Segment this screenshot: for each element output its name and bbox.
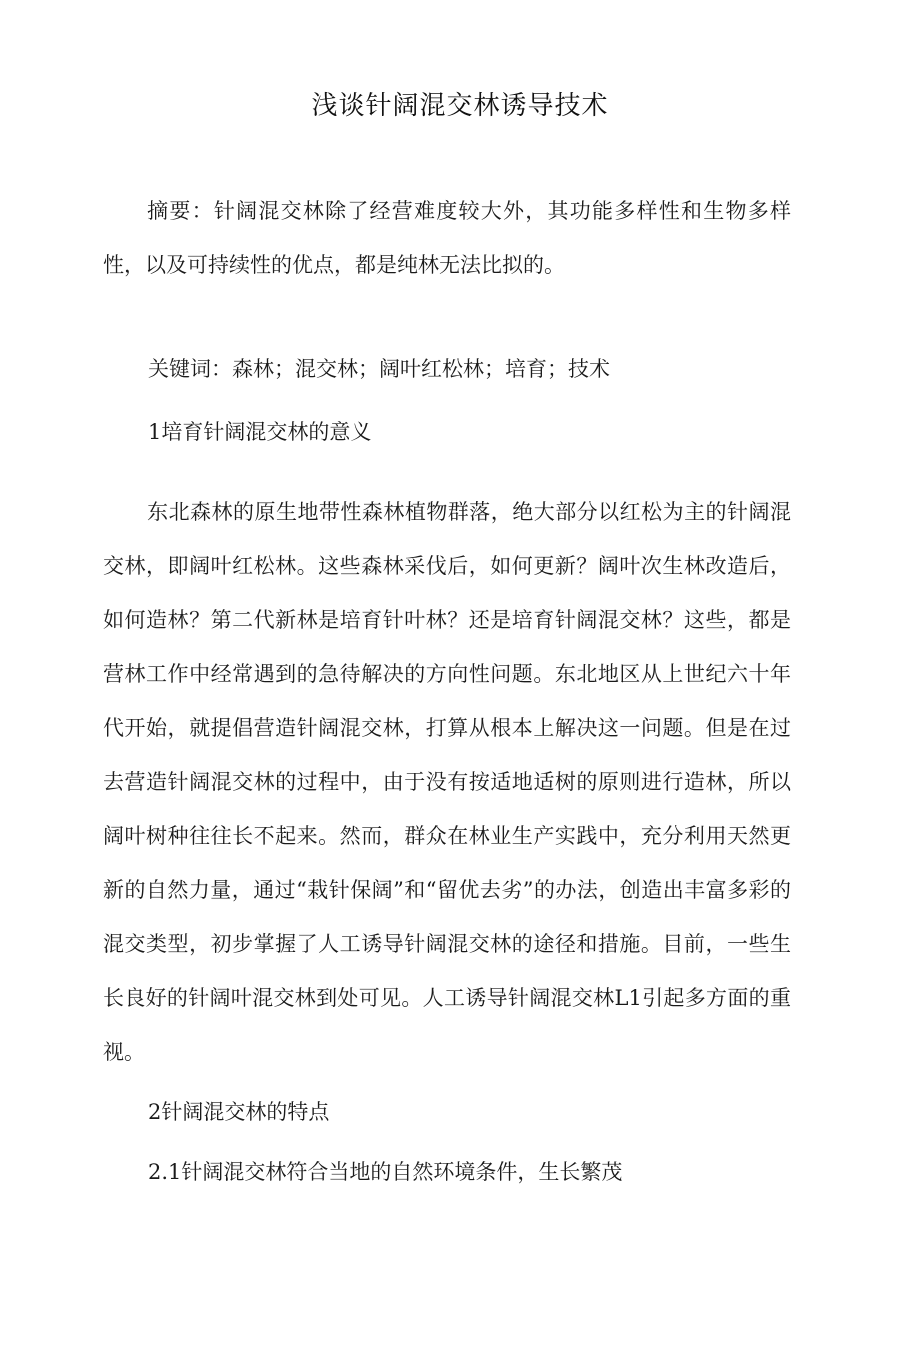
section-1-body: 东北森林的原生地带性森林植物群落，绝大部分以红松为主的针阔混交林，即阔叶红松林。这些森林采伐后，如何更新？阔叶次生林改造后，如何造林？第二代新林是培育针叶林？还是培育针阔混交林？这些，都是营林工作中经常遇到的急待解决的方向性问题。东北地区从上世纪六十年代开始，就提倡营造针阔混交林，打算从根本上解决这一问题。但是在过去营造针阔混交林的过程中，由于没有按适地适树的原则进行造林，所以阔叶树种往往长不起来。然而，群众在林业生产实践中，充分利用天然更新的自然力量，通过“栽针保阔”和“留优去劣”的办法，创造出丰富多彩的混交类型，初步掌握了人工诱导针阔混交林的途径和措施。目前，一些生长良好的针阔叶混交林到处可见。人工诱导针阔混交林L1引起多方面的重视。 [103,500,791,1064]
section-1-heading: 1培育针阔混交林的意义 [148,420,372,444]
keywords-line: 关键词：森林；混交林；阔叶红松林；培育；技术 [148,357,610,381]
section-2-1-heading: 2.1针阔混交林符合当地的自然环境条件，生长繁茂 [148,1160,623,1184]
section-2-heading: 2针阔混交林的特点 [148,1100,330,1124]
document-title: 浅谈针阔混交林诱导技术 [311,91,609,121]
abstract-paragraph: 摘要：针阔混交林除了经营难度较大外，其功能多样性和生物多样性，以及可持续性的优点，都是纯林无法比拟的。 [103,199,791,277]
